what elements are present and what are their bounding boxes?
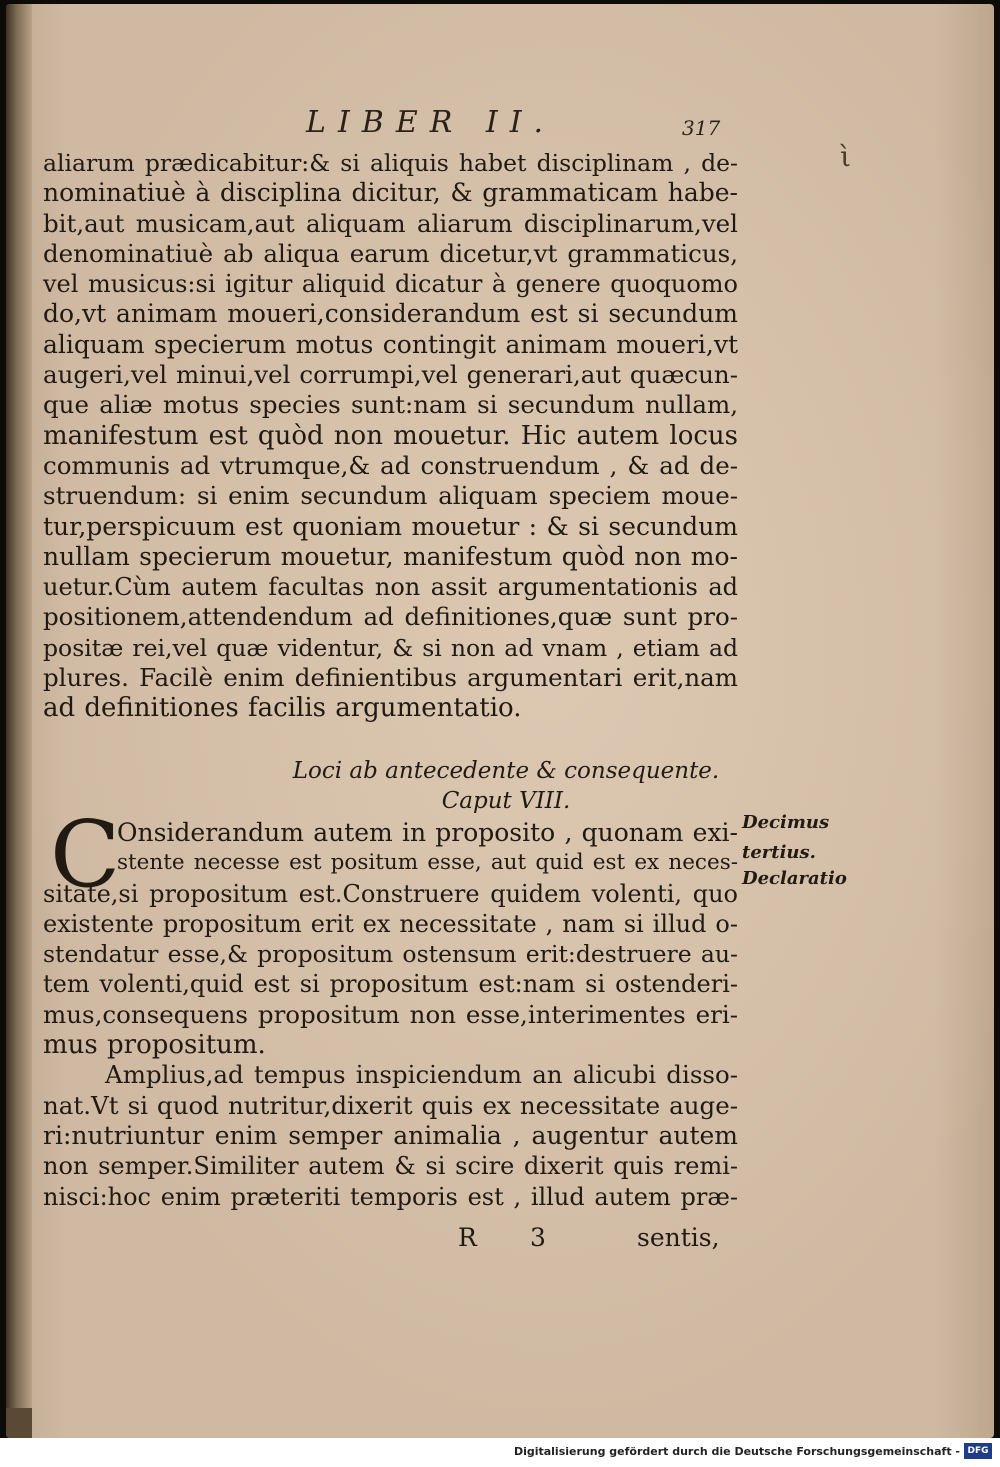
text-line: stendatur esse,& propositum ostensum erit:destruere au-: [43, 940, 738, 969]
text-line: plures. Facilè enim definientibus argumentari erit,nam: [43, 663, 738, 693]
text-line: positionem,attendendum ad definitiones,quæ sunt pro-: [43, 602, 738, 632]
text-line: nat.Vt si quod nutritur,dixerit quis ex necessitate auge-: [43, 1090, 738, 1120]
text-line: mus propositum.: [43, 1030, 266, 1061]
text-line: tem volenti,quid est si propositum est:nam si ostenderi-: [43, 970, 738, 999]
signature-number: 3: [530, 1223, 546, 1252]
text-line: ri:nutriuntur enim semper animalia , augentur autem: [43, 1120, 738, 1150]
text-line: non semper.Similiter autem & si scire dixerit quis remi-: [43, 1152, 738, 1181]
text-line: positæ rei,vel quæ videntur, & si non ad vnam , etiam ad: [43, 633, 738, 662]
text-line: denominatiuè ab aliqua earum dicetur,vt grammaticus,: [43, 238, 738, 268]
text-line: Onsiderandum autem in proposito , quonam exi-: [117, 818, 738, 847]
text-line: vel musicus:si igitur aliquid dicatur à genere quoquomo: [43, 270, 738, 299]
text-line: stente necesse est positum esse, aut quid est ex neces-: [117, 850, 738, 876]
book-page: [6, 4, 994, 1438]
chapter-title: Loci ab antecedente & consequente.: [292, 758, 720, 784]
text-line: nisci:hoc enim præteriti temporis est , illud autem præ-: [43, 1182, 738, 1211]
signature-mark: R: [458, 1223, 477, 1252]
text-line: tur,perspicuum est quoniam mouetur : & si secundum: [43, 511, 738, 541]
text-line: bit,aut musicam,aut aliquam aliarum disciplinarum,vel: [43, 208, 738, 238]
dfg-logo-icon: DFG: [964, 1443, 992, 1459]
text-line: ad definitiones facilis argumentatio.: [43, 693, 522, 724]
text-line: do,vt animam moueri,considerandum est si secundum: [43, 299, 738, 329]
text-line: sitate,si propositum est.Construere quidem volenti, quo: [43, 879, 738, 908]
binding-band: [6, 1408, 32, 1438]
drop-cap: C: [50, 801, 121, 908]
text-line: nominatiuè à disciplina dicitur, & grammaticam habe-: [43, 178, 738, 208]
catchword: sentis,: [637, 1223, 720, 1252]
text-line: uetur.Cùm autem facultas non assit argumentationis ad: [43, 573, 738, 602]
page-number: 317: [682, 116, 721, 140]
text-line: communis ad vtrumque,& ad construendum , & ad de-: [43, 450, 738, 480]
text-line: manifestum est quòd non mouetur. Hic autem locus: [43, 420, 738, 451]
text-line: mus,consequens propositum non esse,interimentes eri-: [43, 999, 738, 1029]
running-head: LIBER II.: [306, 105, 556, 140]
text-line: aliquam specierum motus contingit animam moueri,vt: [43, 329, 738, 359]
chapter-number: Caput VIII.: [441, 788, 571, 814]
text-line: struendum: si enim secundum aliquam speciem moue-: [43, 481, 738, 511]
text-line: nullam specierum mouetur, manifestum quòd non mo-: [43, 541, 738, 571]
corner-mark: ὶ: [840, 140, 851, 173]
body-text-top: [43, 148, 738, 724]
text-line: aliarum prædicabitur:& si aliquis habet disciplinam , de-: [43, 149, 738, 177]
text-line: existente propositum erit ex necessitate , nam si illud o-: [43, 909, 738, 938]
text-line: que aliæ motus species sunt:nam si secundum nullam,: [43, 390, 738, 420]
marginal-note-3: Declaratio: [742, 868, 847, 889]
binding-gutter: [6, 4, 32, 1438]
text-line: augeri,vel minui,vel corrumpi,vel generari,aut quæcun-: [43, 360, 738, 390]
body-text-bottom: [43, 818, 738, 1212]
marginal-note-1: Decimus: [742, 812, 830, 833]
footer-bar: [0, 1438, 1000, 1467]
marginal-note-2: tertius.: [742, 842, 816, 863]
text-line: Amplius,ad tempus inspiciendum an alicubi disso-: [105, 1060, 738, 1090]
funding-notice: Digitalisierung gefördert durch die Deutsche Forschungsgemeinschaft -: [513, 1445, 960, 1458]
